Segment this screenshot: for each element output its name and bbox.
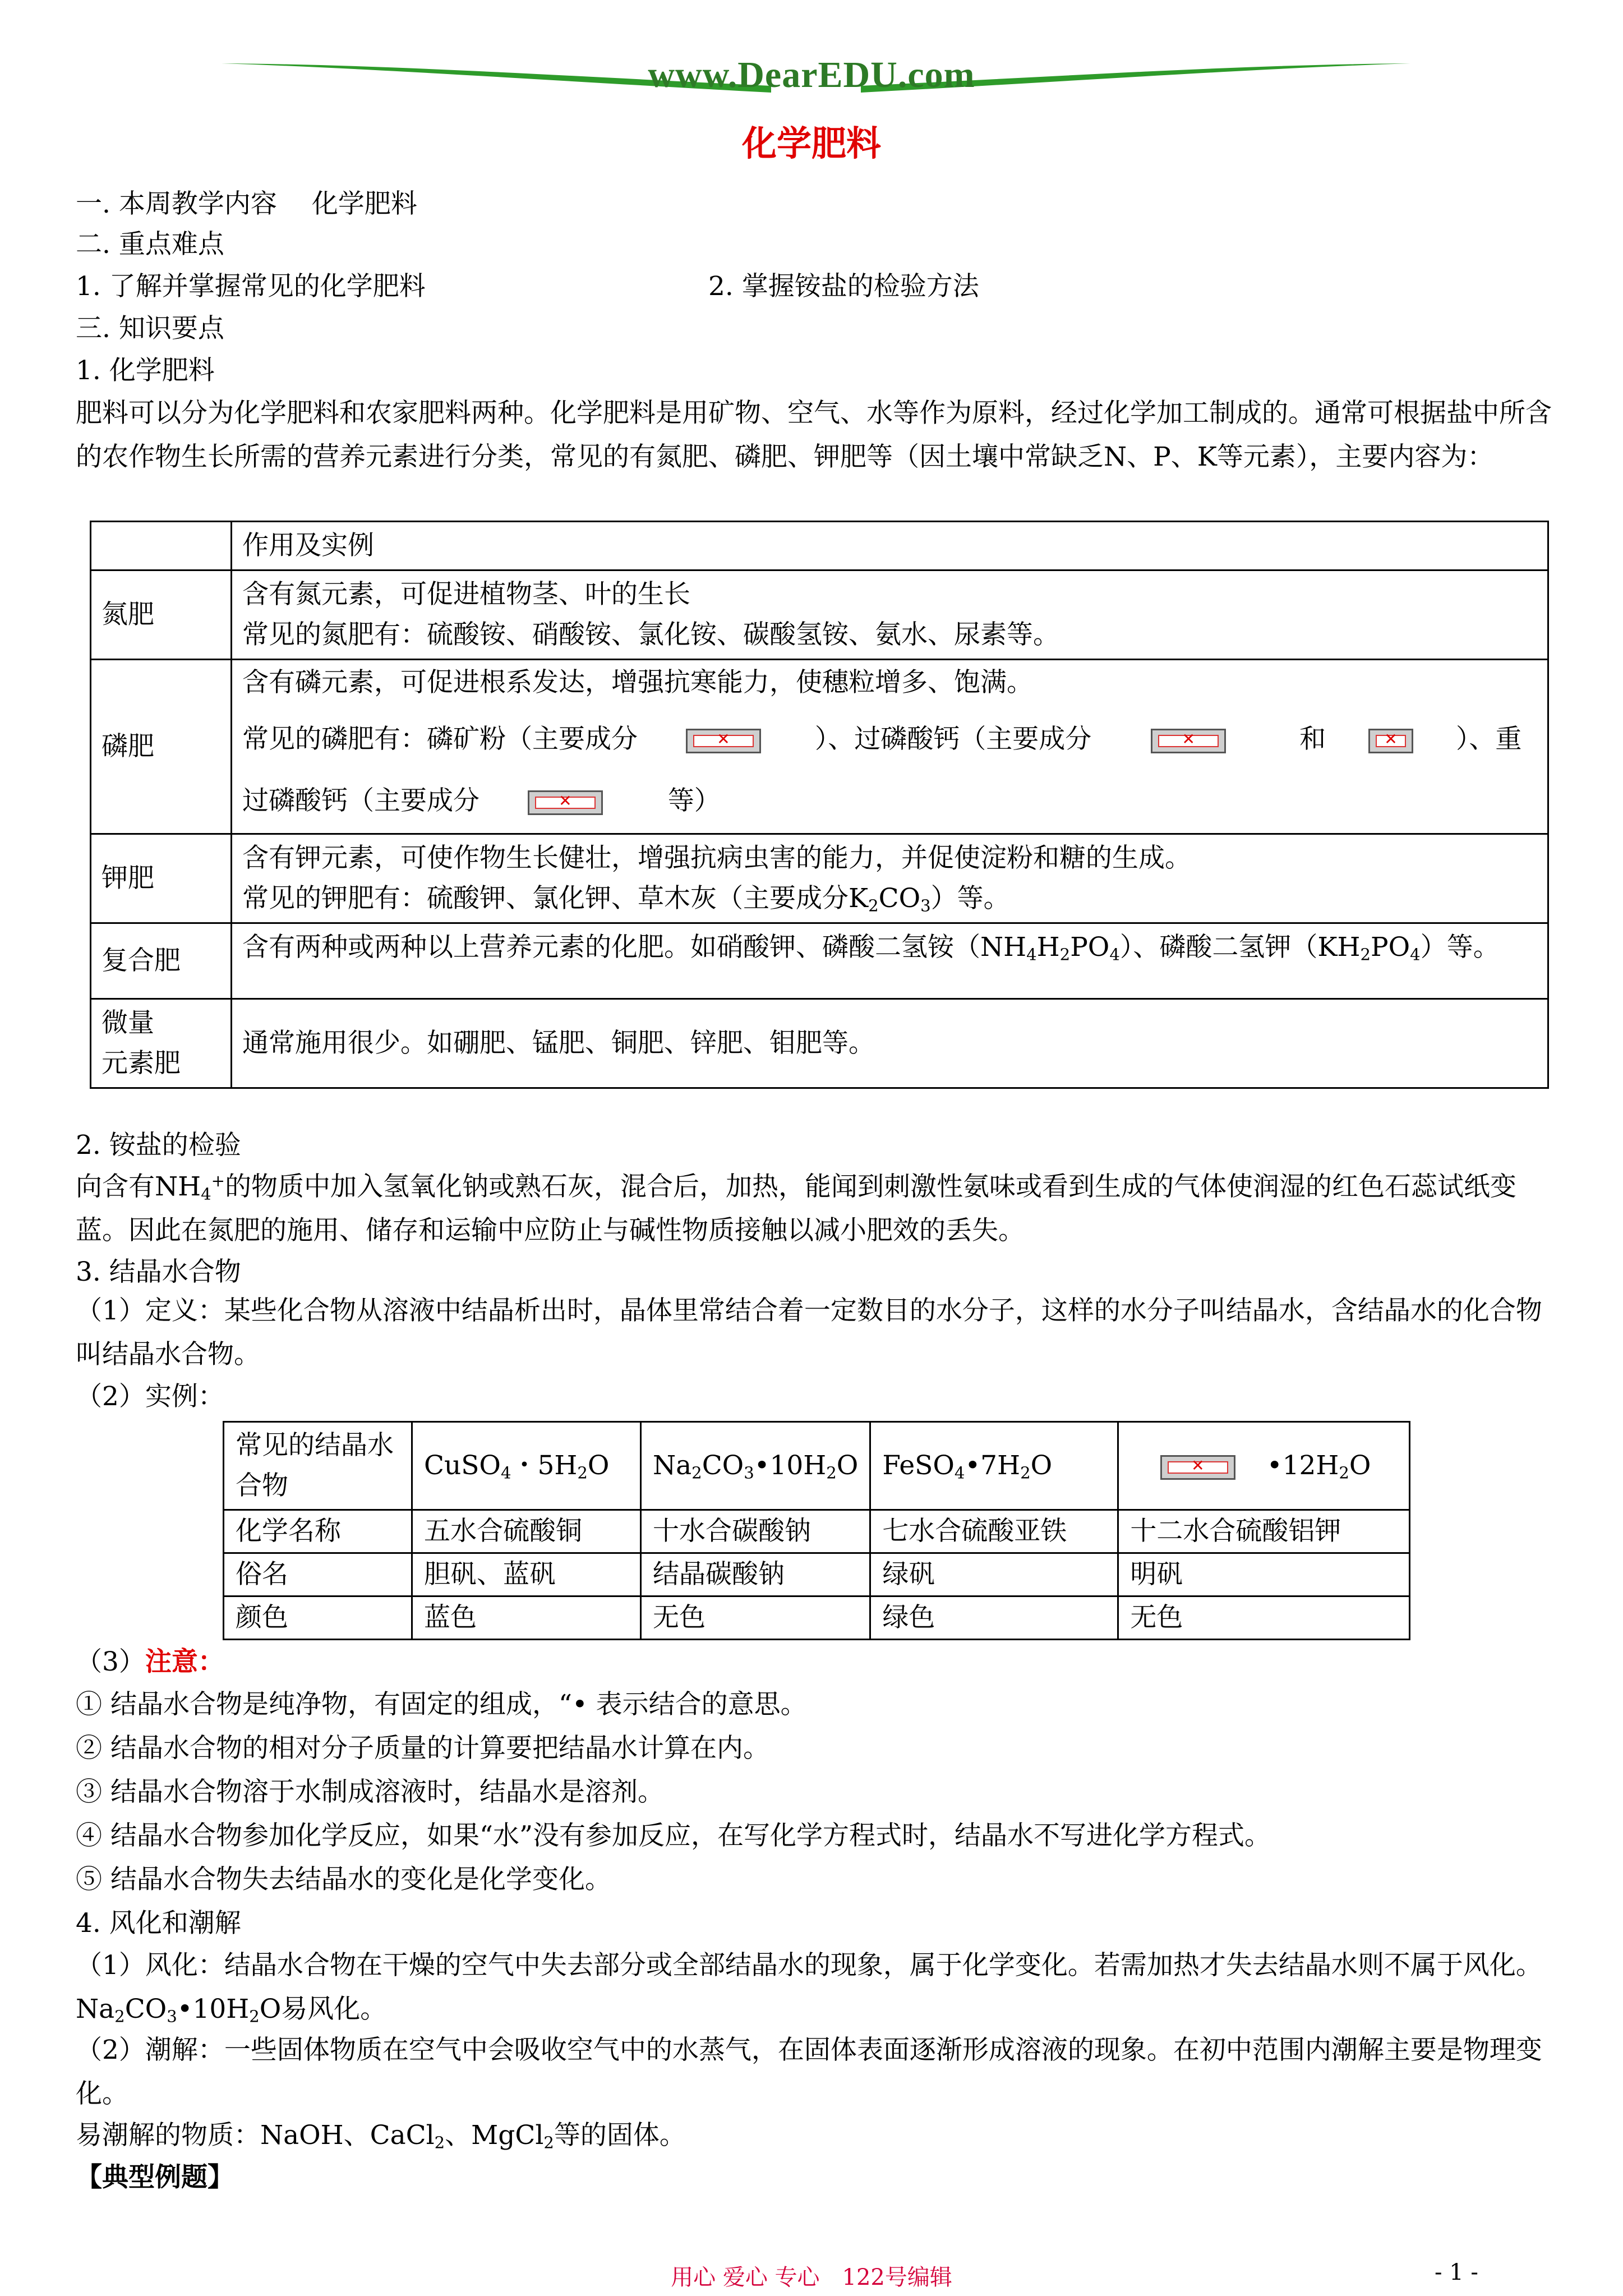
fertilizer-table: [90, 521, 1549, 1089]
table-cell: 绿色: [870, 1596, 1118, 1640]
table-header: 作用及实例: [232, 522, 1548, 570]
text: CO: [125, 1994, 167, 2024]
notes-heading: [76, 1645, 224, 1679]
text: 、MgCl: [445, 2120, 544, 2151]
table-cell: [412, 1422, 641, 1510]
table-cell: 蓝色: [412, 1596, 641, 1640]
broken-image-icon: [1151, 729, 1226, 753]
text: ）等。: [1420, 932, 1500, 963]
text: 元素肥: [102, 1048, 181, 1079]
table-cell: 无色: [1118, 1596, 1410, 1640]
text: （3）: [76, 1646, 145, 1677]
text: 过磷酸钙（主要成分: [242, 785, 479, 816]
subscript: 3: [920, 896, 931, 915]
subscript: 4: [500, 1463, 511, 1483]
table-cell: 绿矾: [870, 1553, 1118, 1596]
section-heading: 三. 知识要点: [76, 313, 224, 344]
table-cell: 七水合硫酸亚铁: [870, 1510, 1118, 1553]
broken-image-icon: [1160, 1455, 1235, 1480]
table-cell: [232, 570, 1548, 660]
table-cell: 通常施用很少。如硼肥、锰肥、铜肥、锌肥、钼肥等。: [232, 999, 1548, 1088]
table-cell: 十水合碳酸钠: [641, 1510, 870, 1553]
row-label: 钾肥: [91, 834, 232, 923]
note-item: ② 结晶水合物的相对分子质量的计算要把结晶水计算在内。: [76, 1733, 769, 1764]
subscript: 4: [1410, 945, 1421, 964]
subscript: 3: [744, 1463, 754, 1483]
subscript: 4: [1026, 945, 1037, 964]
table-cell: 常见的结晶水合物: [224, 1422, 412, 1510]
text: 注意：: [145, 1646, 224, 1677]
section-line: 2. 掌握铵盐的检验方法: [708, 271, 979, 302]
cell-line: 含有氮元素，可促进植物茎、叶的生长: [242, 579, 690, 610]
text: FeSO: [882, 1450, 955, 1481]
table-cell: [641, 1422, 870, 1510]
text: PO: [1371, 932, 1410, 963]
text: Na: [653, 1450, 692, 1481]
text: O易风化。: [259, 1994, 387, 2024]
subscript: 2: [114, 2007, 125, 2026]
text: 易潮解的物质：NaOH、CaCl: [76, 2120, 435, 2151]
row-label: 复合肥: [91, 923, 232, 999]
text: •10H: [754, 1450, 827, 1481]
subscript: 2: [249, 2007, 260, 2026]
row-label: 磷肥: [91, 660, 232, 834]
text: ）、重: [1455, 724, 1522, 754]
subscript: 2: [826, 1463, 837, 1483]
text: O: [1349, 1450, 1371, 1481]
text: ・5H: [511, 1450, 578, 1481]
footer-text: 用心 爱心 专心 122号编辑: [671, 2265, 952, 2290]
table-cell: 结晶碳酸钠: [641, 1553, 870, 1596]
subscript: 3: [167, 2007, 177, 2026]
section-line: （2）实例：: [76, 1381, 224, 1412]
note-item: ⑤ 结晶水合物失去结晶水的变化是化学变化。: [76, 1864, 611, 1895]
table-cell: 颜色: [224, 1596, 412, 1640]
section-line: 1. 了解并掌握常见的化学肥料: [76, 271, 426, 302]
table-cell: [1118, 1422, 1410, 1510]
table-cell: [232, 660, 1548, 834]
table-cell: [91, 522, 232, 570]
text: CuSO: [424, 1450, 501, 1481]
text: 常见的钾肥有：硫酸钾、氯化钾、草木灰（主要成分K: [242, 883, 869, 914]
text: •10H: [177, 1994, 250, 2024]
paragraph: [76, 1944, 1556, 2031]
subscript: 4: [954, 1463, 965, 1483]
text: H: [1036, 932, 1060, 963]
cell-line: [242, 703, 1537, 776]
table-cell: 俗名: [224, 1553, 412, 1596]
broken-image-icon: [686, 729, 761, 753]
subscript: 2: [1360, 945, 1371, 964]
text: 微量: [102, 1007, 154, 1038]
subscript: 2: [1339, 1463, 1349, 1483]
subscript: 2: [868, 896, 879, 915]
table-cell: 化学名称: [224, 1510, 412, 1553]
text: CO: [702, 1450, 744, 1481]
paragraph: （1）定义：某些化合物从溶液中结晶析出时，晶体里常结合着一定数目的水分子，这样的水分子叫结晶水，含结晶水的化合物叫结晶水合物。: [76, 1295, 1542, 1370]
text: ）等。: [930, 883, 1010, 914]
note-item: ① 结晶水合物是纯净物，有固定的组成，“• 表示结合的意思。: [76, 1689, 807, 1720]
table-cell: 无色: [641, 1596, 870, 1640]
section-heading: 4. 风化和潮解: [76, 1908, 241, 1939]
text: CO: [878, 883, 921, 914]
text: 等）: [667, 785, 721, 816]
row-label: 氮肥: [91, 570, 232, 660]
text: PO: [1070, 932, 1110, 963]
broken-image-icon: [1368, 729, 1413, 753]
cell-line: 含有钾元素，可使作物生长健壮，增强抗病虫害的能力，并促使淀粉和糖的生成。: [242, 843, 1191, 873]
cell-line: [242, 776, 1537, 826]
text: •12H: [1266, 1450, 1339, 1481]
section-line: 一. 本周教学内容 化学肥料: [76, 188, 417, 219]
paragraph: 肥料可以分为化学肥料和农家肥料两种。化学肥料是用矿物、空气、水等作为原料，经过化学加工制成的。通常可根据盐中所含的农作物生长所需的营养元素进行分类，常见的有氮肥、磷肥、钾肥等（因土壤中常缺乏N、P、K等元素），主要内容为：: [76, 398, 1552, 472]
text: O: [1030, 1450, 1053, 1481]
text: •7H: [965, 1450, 1021, 1481]
subscript: 2: [1020, 1463, 1031, 1483]
subscript: 2: [1059, 945, 1071, 964]
row-label: [91, 999, 232, 1088]
text: 的物质中加入氢氧化钠或熟石灰，混合后，加热，能闻到刺激性氨味或看到生成的气体使润湿的红色石蕊试纸变蓝。因此在氮肥的施用、储存和运输中应防止与碱性物质接触以减小肥效的丢失。: [76, 1171, 1517, 1246]
section-heading: 2. 铵盐的检验: [76, 1130, 241, 1161]
text: 含有两种或两种以上营养元素的化肥。如硝酸钾、磷酸二氢铵（NH: [242, 932, 1027, 963]
subscript: 4: [201, 1184, 211, 1204]
cell-line: [242, 878, 1537, 919]
table-cell: 胆矾、蓝矾: [412, 1553, 641, 1596]
page-number: - 1 -: [1435, 2260, 1478, 2285]
text: ）、磷酸二氢钾（KH: [1119, 932, 1361, 963]
site-logo[interactable]: www.DearEDU.com: [648, 54, 975, 95]
text: 常见的磷肥有：磷矿粉（主要成分: [242, 724, 638, 754]
table-cell: [870, 1422, 1118, 1510]
note-item: ③ 结晶水合物溶于水制成溶液时，结晶水是溶剂。: [76, 1777, 664, 1807]
text: O: [836, 1450, 859, 1481]
text: （1）风化：结晶水合物在干燥的空气中失去部分或全部结晶水的现象，属于化学变化。若需加热才失去结晶水则不属于风化。Na: [76, 1950, 1542, 2024]
table-cell: 十二水合硫酸铝钾: [1118, 1510, 1410, 1553]
cell-line: 含有磷元素，可促进根系发达，增强抗寒能力，使穗粒增多、饱满。: [242, 667, 1033, 698]
broken-image-icon: [528, 790, 603, 815]
superscript: +: [211, 1171, 225, 1190]
section-heading: 【典型例题】: [76, 2162, 234, 2193]
subscript: 2: [434, 2133, 445, 2152]
section-line: [76, 2119, 686, 2152]
subscript: 2: [577, 1463, 588, 1483]
section-heading: 1. 化学肥料: [76, 355, 215, 386]
table-cell: 明矾: [1118, 1553, 1410, 1596]
hydrate-table: [223, 1421, 1410, 1640]
table-cell: [232, 923, 1548, 999]
text: 和: [1299, 724, 1326, 754]
note-item: ④ 结晶水合物参加化学反应，如果“水”没有参加反应，在写化学方程式时，结晶水不写进化学方程式。: [76, 1820, 1271, 1851]
text: ）、过磷酸钙（主要成分: [814, 724, 1092, 754]
section-line: 二. 重点难点: [76, 229, 224, 260]
table-cell: 五水合硫酸铜: [412, 1510, 641, 1553]
text: 向含有NH: [76, 1171, 201, 1202]
text: 等的固体。: [554, 2120, 686, 2151]
paragraph: （2）潮解：一些固体物质在空气中会吸收空气中的水蒸气，在固体表面逐渐形成溶液的现象。在初中范围内潮解主要是物理变化。: [76, 2035, 1542, 2109]
text: O: [587, 1450, 610, 1481]
subscript: 2: [543, 2133, 554, 2152]
cell-line: 常见的氮肥有：硫酸铵、硝酸铵、氯化铵、碳酸氢铵、氨水、尿素等。: [242, 619, 1059, 650]
subscript: 2: [691, 1463, 702, 1483]
section-heading: 3. 结晶水合物: [76, 1257, 241, 1287]
page-title: 化学肥料: [741, 123, 881, 164]
subscript: 4: [1109, 945, 1120, 964]
table-cell: [232, 834, 1548, 923]
paragraph: [76, 1165, 1556, 1253]
